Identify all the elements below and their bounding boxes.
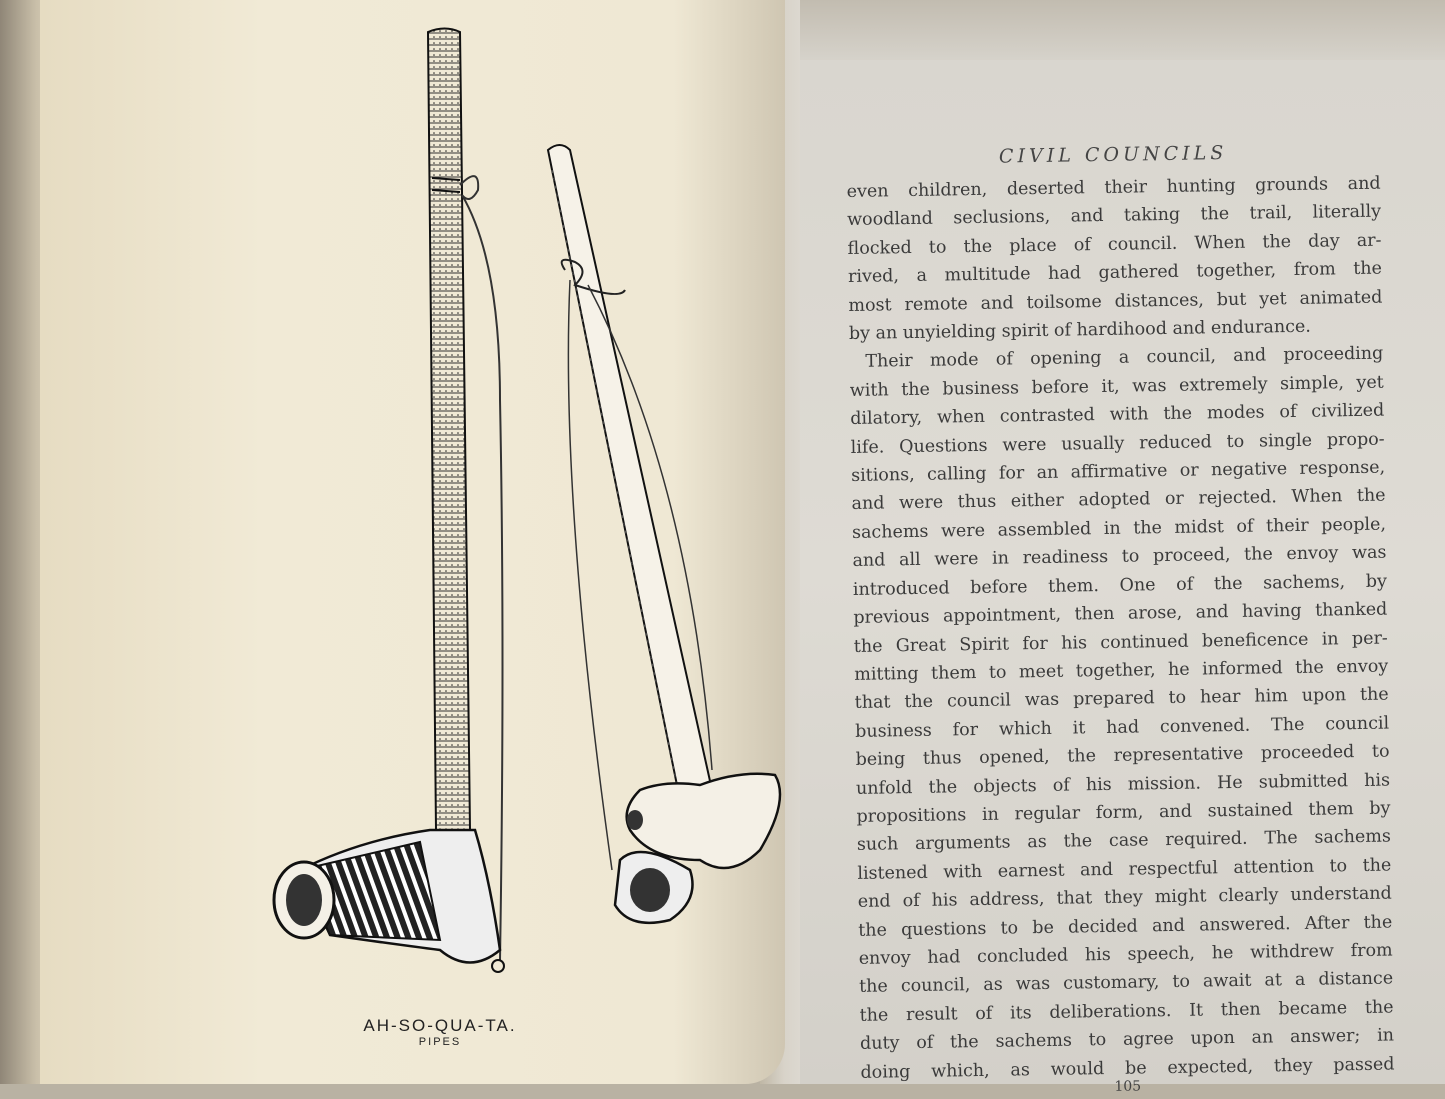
text-line: unfold the objects of his mission. He submitted his (855, 770, 1391, 799)
short-pipe (548, 145, 780, 923)
text-line: the result of its deliberations. It then became the (859, 997, 1394, 1026)
caption-subtitle: PIPES (418, 1036, 462, 1048)
text-line: the Great Spirit for his continued beneficence in per- (853, 628, 1388, 657)
page-text (846, 140, 1395, 1099)
text-line: that the council was prepared to hear him upon the (854, 684, 1389, 714)
text-line: business for which it had convened. The council (855, 713, 1390, 742)
caption-title: AH-SO-QUA-TA. (363, 1016, 517, 1035)
text-line: dilatory, when contrasted with the modes of civilized (850, 400, 1385, 430)
text-line: most remote and toilsome distances, but yet animated (848, 287, 1383, 316)
text-line: Their mode of opening a council, and proceeding (865, 344, 1384, 373)
running-head: CIVIL COUNCILS (998, 142, 1228, 168)
illustration-caption (363, 1016, 516, 1048)
text-line: end of his address, that they might clearly understand (857, 883, 1392, 913)
page-number: 105 (1114, 1078, 1142, 1095)
text-line: listened with earnest and respectful attention to the (857, 855, 1392, 884)
text-line: the council, as was customary, to await at a distance (859, 968, 1394, 998)
text-line: rived, a multitude had gathered together, from the (847, 258, 1383, 288)
text-line: envoy had concluded his speech, he withdrew from (858, 940, 1393, 969)
text-line: woodland seclusions, and taking the trail, literally (846, 202, 1382, 231)
text-line: with the business before it, was extremely simple, yet (849, 372, 1384, 401)
text-line: by an unyielding spirit of hardihood and endurance. (848, 316, 1312, 345)
text-line: propositions in regular form, and sustained them by (856, 798, 1391, 827)
body-text (846, 170, 1394, 1087)
text-line: introduced before them. One of the sachems, by (852, 571, 1388, 600)
text-line: previous appointment, then arose, and having thanked (853, 599, 1388, 629)
text-line: and were thus either adopted or rejected. When the (851, 486, 1386, 515)
text-line: sachems were assembled in the midst of their people, (851, 514, 1387, 543)
long-pipe (274, 29, 504, 973)
text-line: duty of the sachems to agree upon an answer; in (859, 1025, 1395, 1055)
text-line: being thus opened, the representative proceeded to (855, 741, 1390, 771)
text-line: mitting them to meet together, he informed the envoy (854, 656, 1389, 685)
text-line: even children, deserted their hunting grounds and (846, 173, 1381, 202)
text-line: life. Questions were usually reduced to single propo- (850, 429, 1385, 458)
text-line: doing which, as would be expected, they passed (860, 1054, 1395, 1083)
text-line: flocked to the place of council. When the day ar- (847, 230, 1382, 259)
text-line: such arguments as the case required. The sachems (856, 826, 1392, 856)
text-line: the questions to be decided and answered. After the (858, 912, 1393, 941)
text-line: sitions, calling for an affirmative or negative response, (850, 457, 1386, 487)
text-line: and all were in readiness to proceed, the envoy was (852, 542, 1387, 572)
